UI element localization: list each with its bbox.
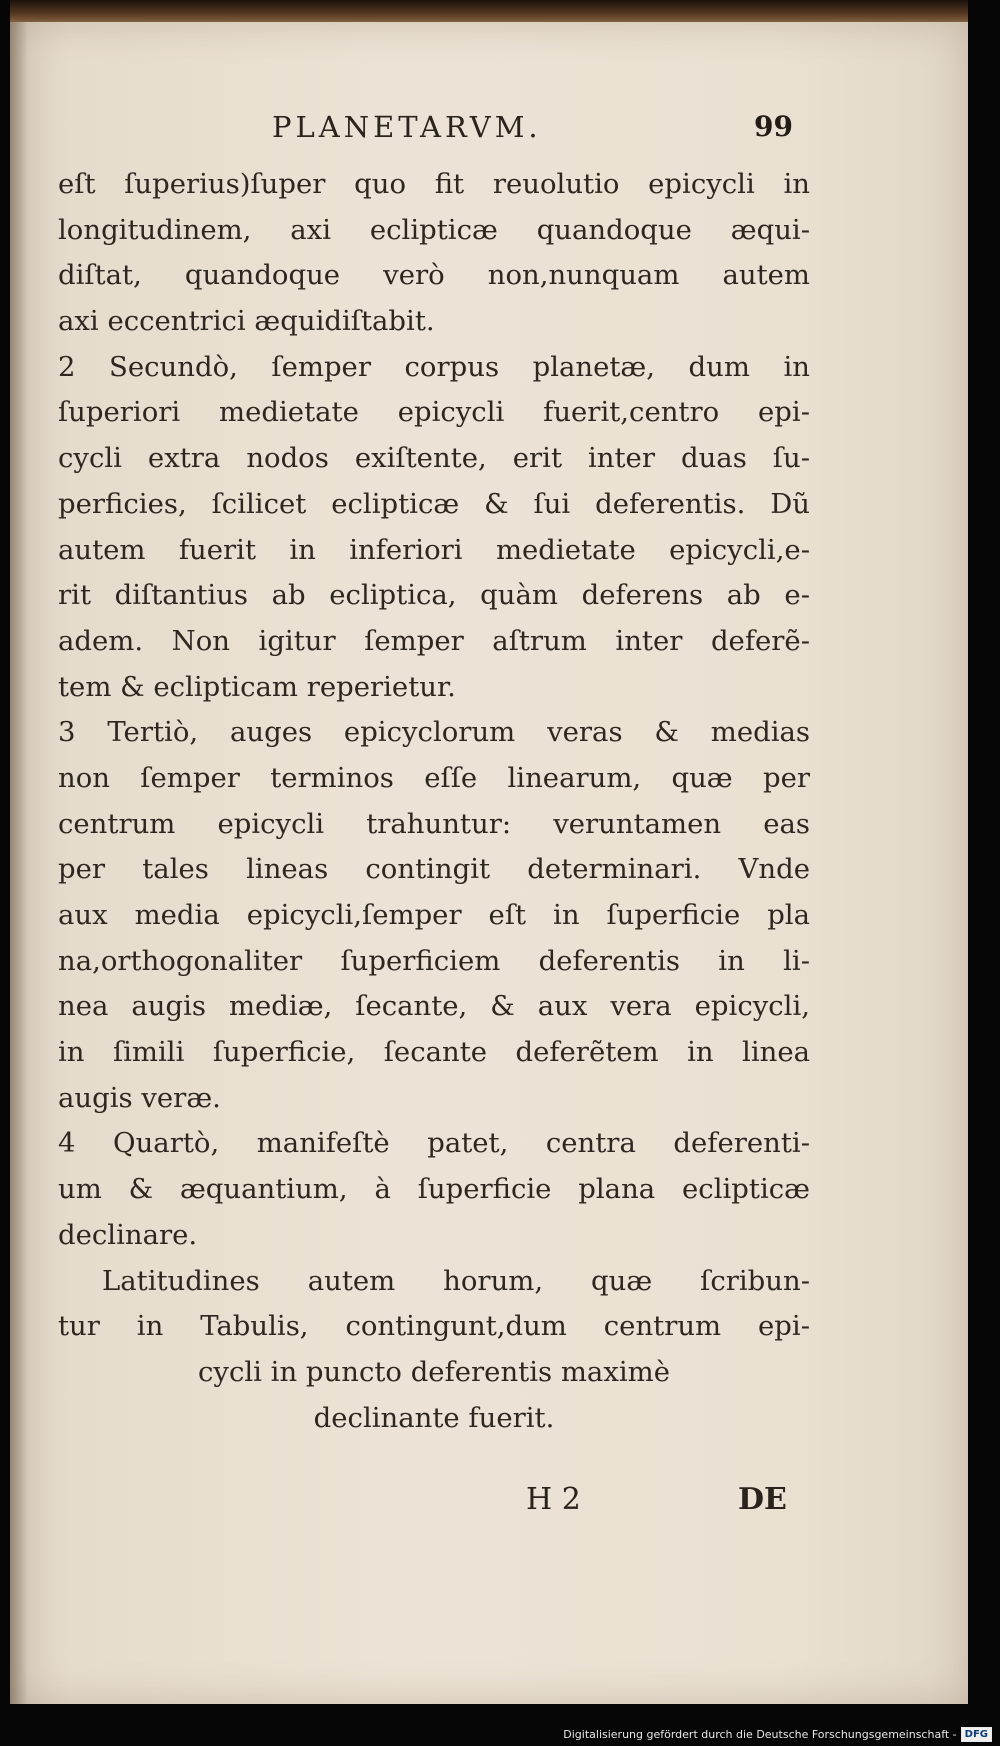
text-line: adem. Non igitur ſemper aſtrum inter deferẽ- bbox=[58, 624, 810, 657]
text-line: cycli in puncto deferentis maximè bbox=[198, 1355, 670, 1388]
credit-text: Digitalisierung gefördert durch die Deutsche Forschungsgemeinschaft - bbox=[563, 1728, 957, 1741]
text-line: axi eccentrici æquidiſtabit. bbox=[58, 305, 435, 338]
text-line: nea augis mediæ, ſecante, & aux vera epicycli, bbox=[58, 990, 810, 1023]
text-line: cycli extra nodos exiſtente, erit inter duas ſu- bbox=[58, 442, 810, 475]
signature-mark: H 2 bbox=[526, 1482, 581, 1517]
catchword: DE bbox=[738, 1482, 787, 1517]
text-line: 3 Tertiò, auges epicyclorum veras & medias bbox=[58, 716, 810, 749]
text-line: declinante fuerit. bbox=[313, 1401, 555, 1434]
text-line: rit diſtantius ab ecliptica, quàm deferens ab e- bbox=[58, 579, 810, 612]
book-top-edge bbox=[10, 0, 968, 24]
dfg-logo: DFG bbox=[961, 1727, 992, 1742]
text-line: eſt ſuperius)ſuper quo fit reuolutio epicycli in bbox=[58, 168, 810, 200]
text-line: per tales lineas contingit determinari. Vnde bbox=[58, 853, 810, 886]
text-line: declinare. bbox=[58, 1218, 198, 1251]
text-line: ſuperiori medietate epicycli fuerit,centro epi- bbox=[58, 396, 810, 429]
text-line: na,orthogonaliter ſuperficiem deferentis in li- bbox=[58, 944, 810, 977]
text-line: non ſemper terminos eſſe linearum, quæ per bbox=[58, 761, 810, 794]
text-line: um & æquantium, à ſuperficie plana eclipticæ bbox=[58, 1173, 810, 1206]
text-line: longitudinem, axi eclipticæ quandoque æqui- bbox=[58, 213, 810, 246]
text-line: centrum epicycli trahuntur: veruntamen eas bbox=[58, 807, 810, 840]
text-line: aux media epicycli,ſemper eſt in ſuperficie pla bbox=[58, 899, 810, 931]
text-line: 4 Quartò, manifeſtè patet, centra deferenti- bbox=[58, 1127, 810, 1160]
text-line: autem fuerit in inferiori medietate epicycli,e- bbox=[58, 533, 810, 566]
book-page bbox=[10, 22, 968, 1704]
text-line: augis veræ. bbox=[58, 1081, 221, 1114]
digitization-credit bbox=[563, 1727, 992, 1742]
body-text bbox=[58, 162, 810, 1441]
text-line: 2 Secundò, ſemper corpus planetæ, dum in bbox=[58, 350, 810, 383]
page-header bbox=[10, 110, 968, 154]
running-title: PLANETARVM. bbox=[272, 110, 542, 144]
text-line: Latitudines autem horum, quæ ſcribun- bbox=[102, 1264, 810, 1297]
page-footer bbox=[10, 1482, 968, 1532]
text-line: perficies, ſcilicet eclipticæ & ſui deferentis. Dũ bbox=[58, 487, 810, 520]
text-line: in ſimili ſuperficie, ſecante deferẽtem in linea bbox=[58, 1036, 810, 1069]
text-line: tur in Tabulis, contingunt,dum centrum epi- bbox=[58, 1310, 810, 1343]
text-line: tem & eclipticam reperietur. bbox=[58, 670, 456, 703]
text-line: diſtat, quandoque verò non,nunquam autem bbox=[58, 259, 810, 292]
folio-number: 99 bbox=[754, 110, 793, 143]
